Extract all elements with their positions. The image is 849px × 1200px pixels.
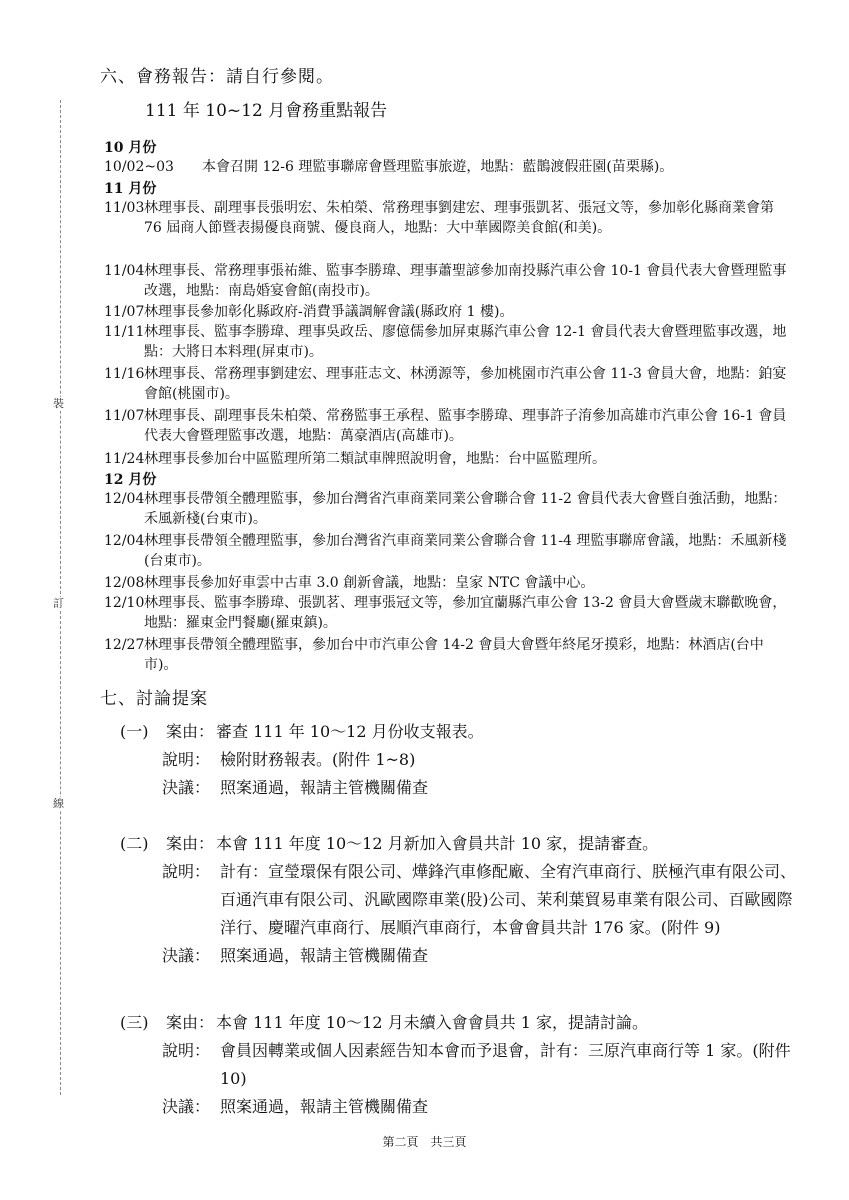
proposal-case: [120, 718, 800, 746]
month-label-dec: 12 月份: [104, 472, 157, 488]
entry-date: 11/24: [104, 451, 145, 467]
resolution-label: 決議：: [162, 778, 211, 797]
entry-nov-3: [104, 302, 794, 322]
entry-text: 林理事長帶領全體理監事，參加台灣省汽車商業同業公會聯合會 11-4 理監事聯席會議，地點：禾風新棧(台東市)。: [144, 533, 787, 569]
entry-dec-1: [104, 489, 794, 529]
binding-mark-ding: 訂: [53, 597, 64, 610]
proposal-case: [120, 830, 800, 858]
month-label-oct: 10 月份: [104, 140, 157, 156]
resolution-text: 照案通過，報請主管機關備查: [220, 778, 429, 797]
proposal-resolution: [120, 942, 800, 970]
proposal-number: (三): [120, 1013, 149, 1032]
proposal-3: [120, 1009, 800, 1121]
desc-label: 說明：: [162, 862, 211, 881]
resolution-text: 照案通過，報請主管機關備查: [220, 1097, 429, 1116]
desc-text: 計有：宣瑩環保有限公司、燁鋒汽車修配廠、全宥汽車商行、朕極汽車有限公司、百通汽車有限公司、汎歐國際車業(股)公司、茉利葉貿易車業有限公司、百歐國際洋行、慶曜汽車商行、展順汽車商行，本會會員共計 176 家。(附件 9): [220, 862, 797, 937]
proposal-number: (二): [120, 834, 149, 853]
entry-text: 林理事長、副理事長張明宏、朱柏榮、常務理事劉建宏、理事張凱茗、張冠文等，參加彰化縣商業會第 76 屆商人節暨表揚優良商號、優良商人，地點：大中華國際美食館(和美)。: [144, 200, 774, 236]
entry-date: 12/04: [104, 491, 145, 507]
entry-dec-5: [104, 635, 794, 675]
entry-dec-2: [104, 531, 794, 571]
entry-nov-7: [104, 449, 794, 469]
page-footer: 第二頁 共三頁: [382, 1135, 467, 1149]
entry-date: 12/27: [104, 637, 145, 653]
case-text: 本會 111 年度 10～12 月新加入會員共計 10 家，提請審查。: [216, 834, 659, 853]
entry-date: 11/07: [104, 304, 145, 320]
entry-date: 12/10: [104, 595, 145, 611]
proposal-number: (一): [120, 722, 149, 741]
entry-date: 12/04: [104, 533, 145, 549]
entry-date: 11/11: [104, 324, 145, 340]
entry-nov-1: [104, 198, 794, 238]
entry-text: 林理事長參加彰化縣政府-消費爭議調解會議(縣政府 1 樓)。: [144, 304, 514, 320]
entry-text: 林理事長、副理事長朱柏榮、常務監事王承程、監事李勝瑋、理事許子淯參加高雄市汽車公會 16-1 會員代表大會暨理監事改選，地點：萬豪酒店(高雄市)。: [144, 408, 787, 444]
entry-date: 11/07: [104, 408, 145, 424]
entry-date: 11/04: [104, 263, 145, 279]
proposal-resolution: [120, 774, 800, 802]
proposal-desc: [120, 858, 800, 942]
entry-dec-3: [104, 573, 794, 593]
entry-date: 10/02~03: [104, 159, 174, 175]
entry-text: 林理事長參加好車雲中古車 3.0 創新會議，地點：皇家 NTC 會議中心。: [144, 575, 595, 591]
entry-text: 林理事長帶領全體理監事，參加台中市汽車公會 14-2 會員大會暨年終尾牙摸彩，地點：林酒店(台中市)。: [144, 637, 764, 673]
entry-nov-5: [104, 364, 794, 404]
resolution-label: 決議：: [162, 946, 211, 965]
entry-text: 林理事長、監事李勝瑋、張凱茗、理事張冠文等，參加宜蘭縣汽車公會 13-2 會員大會暨歲末聯歡晚會，地點：羅東金門餐廳(羅東鎮)。: [144, 595, 787, 631]
entry-oct-1: [104, 157, 794, 177]
entry-nov-2: [104, 261, 794, 301]
binding-mark-zhuang: 裝: [53, 397, 64, 410]
section-7-title: 七、討論提案: [100, 689, 208, 709]
entry-text: 林理事長、常務理事張祐維、監事李勝瑋、理事蕭聖諺參加南投縣汽車公會 10-1 會員代表大會暨理監事改選，地點：南島婚宴會館(南投市)。: [144, 263, 787, 299]
case-label: 案由：: [166, 834, 215, 853]
proposal-2: [120, 830, 800, 970]
case-text: 本會 111 年度 10～12 月未續入會會員共 1 家，提請討論。: [216, 1013, 648, 1032]
entry-dec-4: [104, 593, 794, 633]
resolution-text: 照案通過，報請主管機關備查: [220, 946, 429, 965]
case-text: 審查 111 年 10～12 月份收支報表。: [216, 722, 484, 741]
case-label: 案由：: [166, 1013, 215, 1032]
desc-label: 說明：: [162, 750, 211, 769]
report-title: 111 年 10~12 月會務重點報告: [145, 101, 388, 121]
desc-text: 會員因轉業或個人因素經告知本會而予退會，計有：三原汽車商行等 1 家。(附件 10): [220, 1041, 791, 1088]
case-label: 案由：: [166, 722, 215, 741]
entry-nov-6: [104, 406, 794, 446]
month-label-nov: 11 月份: [104, 181, 157, 197]
desc-label: 說明：: [162, 1041, 211, 1060]
entry-nov-4: [104, 322, 794, 362]
entry-text: 林理事長帶領全體理監事，參加台灣省汽車商業同業公會聯合會 11-2 會員代表大會暨自強活動，地點：禾風新棧(台東市)。: [144, 491, 787, 527]
entry-text: 林理事長、常務理事劉建宏、理事莊志文、林湧源等，參加桃園市汽車公會 11-3 會員大會，地點：鉑宴會館(桃園市)。: [144, 366, 787, 402]
proposal-resolution: [120, 1093, 800, 1121]
entry-date: 11/16: [104, 366, 145, 382]
entry-text: 林理事長參加台中區監理所第二類試車牌照說明會，地點：台中區監理所。: [144, 451, 606, 467]
binding-mark-xian: 線: [53, 797, 64, 810]
proposal-1: [120, 718, 800, 802]
entry-date: 11/03: [104, 200, 145, 216]
desc-text: 檢附財務報表。(附件 1~8): [220, 750, 416, 769]
proposal-desc: [120, 746, 800, 774]
entry-date: 12/08: [104, 575, 145, 591]
entry-text: 林理事長、監事李勝瑋、理事吳政岳、廖億儒參加屏東縣汽車公會 12-1 會員代表大會暨理監事改選，地點：大將日本料理(屏東市)。: [144, 324, 787, 360]
proposal-case: [120, 1009, 800, 1037]
resolution-label: 決議：: [162, 1097, 211, 1116]
section-6-title: 六、會務報告：請自行參閱。: [100, 67, 334, 87]
entry-text: 本會召開 12-6 理監事聯席會暨理監事旅遊，地點：藍鵲渡假莊園(苗栗縣)。: [202, 159, 674, 175]
proposal-desc: [120, 1037, 800, 1093]
